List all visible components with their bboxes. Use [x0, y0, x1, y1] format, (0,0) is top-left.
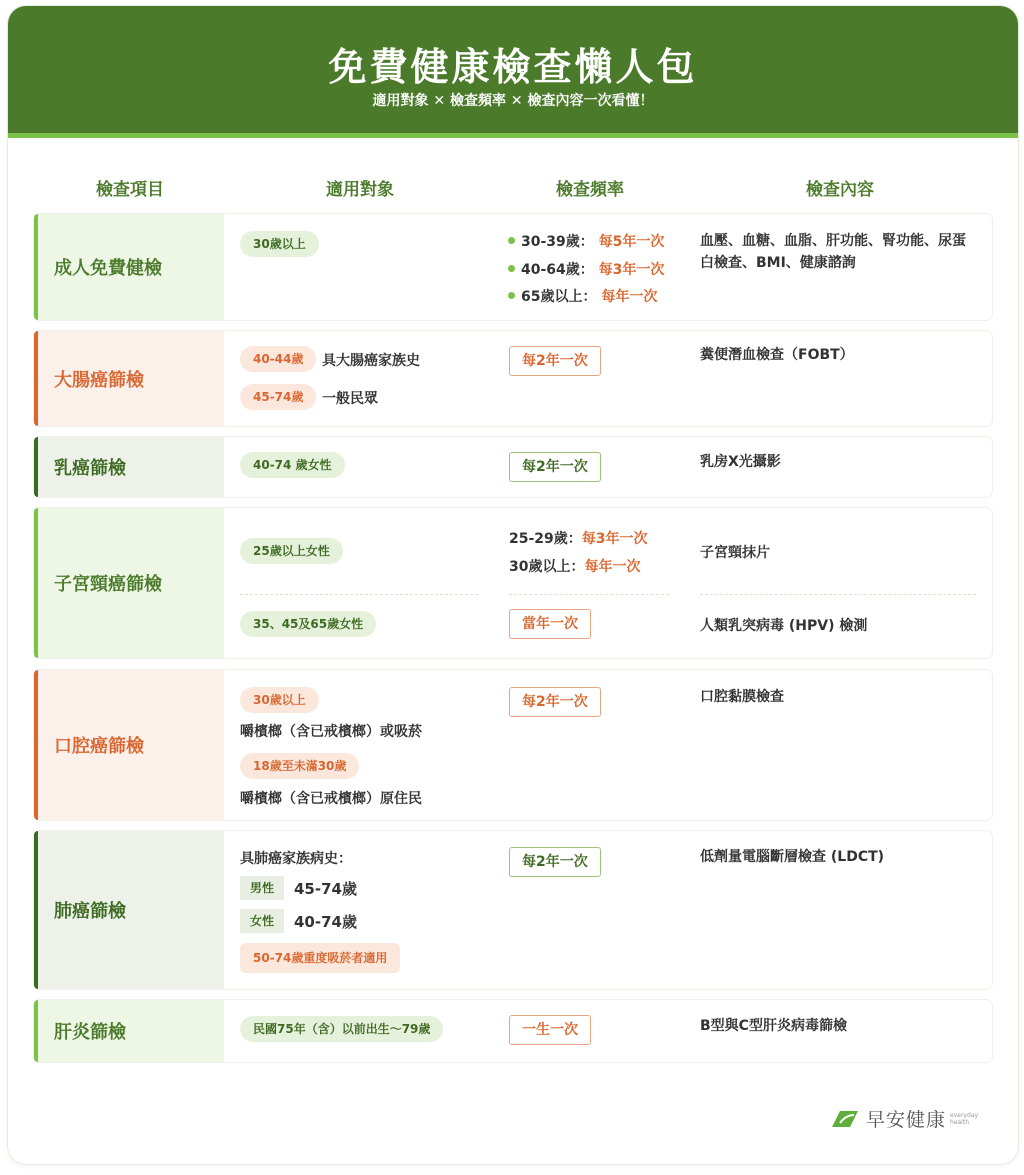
frequency-badge: 當年一次: [509, 609, 591, 639]
target-pill: 30歲以上: [240, 687, 319, 713]
row-oral-screening: [34, 670, 992, 820]
frequency-badge: 每2年一次: [509, 847, 601, 877]
row-cervical-screening: [34, 508, 992, 658]
col-header-item: 檢查項目: [96, 180, 164, 200]
check-content: 血壓、血糖、血脂、肝功能、腎功能、尿蛋白檢查、BMI、健康諮詢: [700, 233, 966, 271]
row-name: 大腸癌篩檢: [34, 331, 224, 426]
check-content: 子宮頸抹片: [700, 545, 770, 561]
target-pill: 50-74歲重度吸菸者適用: [240, 943, 400, 973]
row-hepatitis-screening: [34, 1000, 992, 1062]
target-pill: 35、45及65歲女性: [240, 611, 376, 637]
brand-name: 早安健康: [866, 1109, 947, 1131]
target-pill: 25歲以上女性: [240, 538, 343, 564]
row-colorectal-screening: [34, 331, 992, 426]
frequency-badge: 每2年一次: [509, 452, 601, 482]
col-header-target: 適用對象: [326, 180, 394, 200]
frequency-badge: 一生一次: [509, 1015, 591, 1045]
row-name: 肺癌篩檢: [34, 831, 224, 989]
target-text: 嚼檳榔（含已戒檳榔）或吸菸: [240, 724, 422, 740]
brand-logo: [830, 1105, 978, 1132]
frequency-badge: 每2年一次: [509, 687, 601, 717]
brand-tagline: everyday health: [950, 1111, 979, 1126]
male-age: 45-74歲: [294, 880, 357, 898]
target-text: 一般民眾: [322, 391, 378, 407]
row-name: 子宮頸癌篩檢: [34, 508, 224, 658]
divider: [700, 594, 976, 595]
target-pill: 40-44歲: [240, 346, 316, 372]
family-history-label: 具肺癌家族病史：: [240, 851, 352, 867]
check-content: 乳房X光攝影: [700, 454, 781, 470]
divider: [509, 594, 669, 595]
gender-tag-female: 女性: [240, 909, 284, 933]
frequency-badge: 每2年一次: [509, 346, 601, 376]
check-content: B型與C型肝炎病毒篩檢: [700, 1018, 847, 1034]
header-banner: [8, 6, 1018, 138]
target-pill: 45-74歲: [240, 384, 316, 410]
row-lung-screening: [34, 831, 992, 989]
check-content: 低劑量電腦斷層檢查 (LDCT): [700, 849, 885, 865]
leaf-logo-icon: [830, 1109, 860, 1129]
freq-line: 30-39歲： 每5年一次: [508, 231, 664, 251]
target-pill: 民國75年（含）以前出生～79歲: [240, 1016, 443, 1042]
check-content: 人類乳突病毒 (HPV) 檢測: [700, 618, 868, 634]
bullet-icon: [508, 237, 515, 244]
gender-tag-male: 男性: [240, 876, 284, 900]
target-pill: 18歲至未滿30歲: [240, 753, 359, 779]
bullet-icon: [508, 265, 515, 272]
female-age: 40-74歲: [294, 913, 357, 931]
row-name: 肝炎篩檢: [34, 1000, 224, 1062]
target-pill: 30歲以上: [240, 231, 319, 257]
check-content: 口腔黏膜檢查: [700, 689, 784, 705]
row-name: 乳癌篩檢: [34, 437, 224, 497]
row-name: 成人免費健檢: [34, 214, 224, 320]
freq-line: 30歲以上：每年一次: [509, 559, 641, 575]
divider: [240, 594, 478, 595]
page-subtitle: 適用對象 ✕ 檢查頻率 ✕ 檢查內容一次看懂！: [372, 93, 654, 109]
target-text: 具大腸癌家族史: [322, 353, 420, 369]
page-title: 免費健康檢查懶人包: [328, 45, 698, 89]
freq-line: 40-64歲： 每3年一次: [508, 259, 664, 279]
bullet-icon: [508, 292, 515, 299]
freq-line: 65歲以上： 每年一次: [508, 286, 657, 306]
freq-line: 25-29歲：每3年一次: [509, 531, 648, 547]
col-header-content: 檢查內容: [806, 180, 874, 200]
check-content: 糞便潛血檢查（FOBT）: [700, 347, 854, 363]
row-name: 口腔癌篩檢: [34, 670, 224, 820]
target-text: 嚼檳榔（含已戒檳榔）原住民: [240, 791, 422, 807]
row-breast-screening: [34, 437, 992, 497]
row-adult-checkup: [34, 214, 992, 320]
col-header-frequency: 檢查頻率: [556, 180, 624, 200]
target-pill: 40-74 歲女性: [240, 452, 345, 478]
